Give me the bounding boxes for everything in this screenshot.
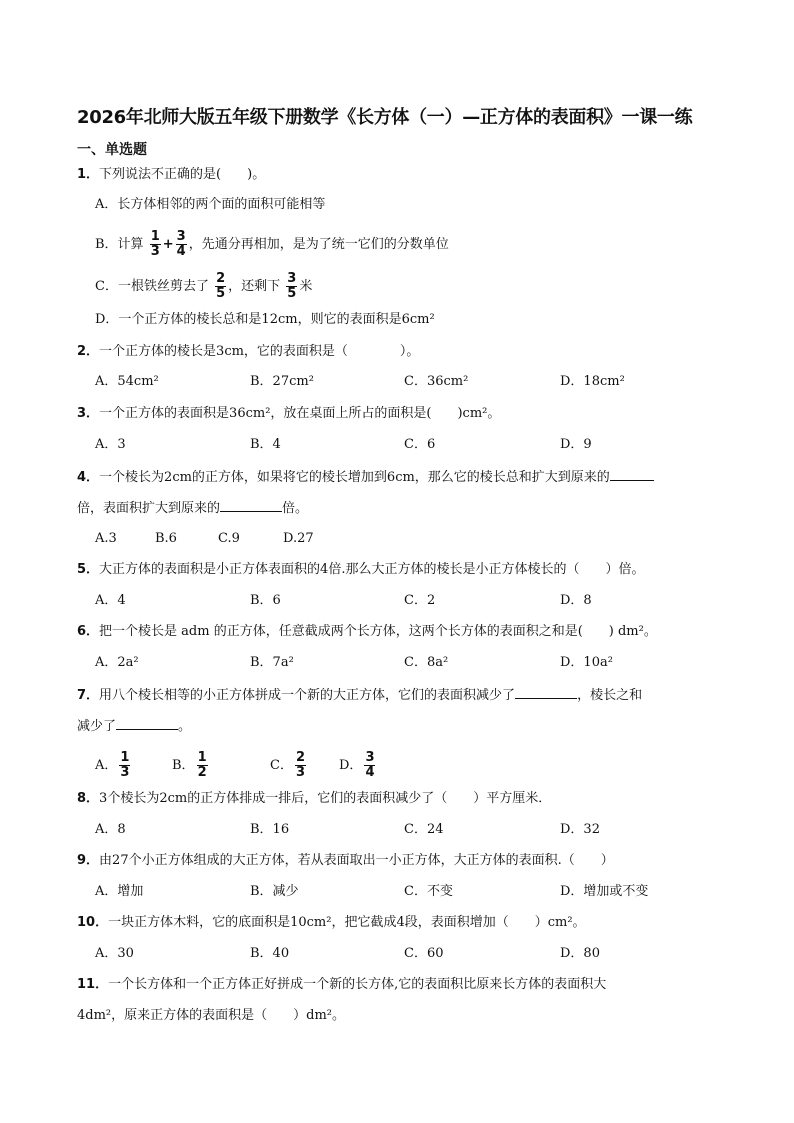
option-a: A．3 — [95, 437, 126, 452]
question-number: 9． — [77, 853, 100, 868]
answer-blank[interactable] — [116, 715, 178, 730]
option-d: D．80 — [560, 946, 600, 961]
question-stem: 用八个棱长相等的小正方体拼成一个新的大正方体，它们的表面积减少了 — [99, 688, 516, 703]
fraction — [286, 272, 297, 301]
question-6 — [77, 622, 657, 642]
option-a: A.3 — [95, 531, 117, 546]
option-c: C．24 — [404, 822, 444, 837]
denominator: 5 — [287, 286, 297, 301]
option-a: A．30 — [95, 946, 134, 961]
option-c: C．36cm² — [404, 374, 469, 389]
option-text: 米 — [299, 279, 313, 294]
section-heading: 一、单选题 — [77, 142, 147, 158]
denominator: 3 — [150, 244, 160, 259]
page-title: 2026年北师大版五年级下册数学《长方体（一）—正方体的表面积》一课一练 — [77, 107, 693, 128]
option-b: B.6 — [155, 531, 177, 546]
question-8 — [77, 789, 551, 809]
numerator: 3 — [365, 750, 375, 765]
option-b: B．40 — [250, 946, 290, 961]
numerator: 1 — [150, 229, 160, 244]
option-b: B．7a² — [250, 655, 294, 670]
fraction — [215, 272, 226, 301]
answer-blank[interactable] — [220, 497, 282, 512]
question-10 — [77, 913, 586, 933]
option-a: A．长方体相邻的两个面的面积可能相等 — [95, 197, 326, 212]
fraction — [295, 751, 306, 780]
option-a: A．2a² — [95, 655, 139, 670]
option-a: A．增加 — [95, 884, 144, 899]
question-stem: 下列说法不正确的是( )。 — [99, 167, 266, 182]
question-number: 3． — [77, 406, 100, 421]
denominator: 3 — [295, 765, 305, 780]
numerator: 2 — [295, 750, 305, 765]
denominator: 4 — [176, 244, 186, 259]
option-text: ，先通分再相加，是为了统一它们的分数单位 — [188, 237, 449, 252]
option-d: D．32 — [560, 822, 600, 837]
numerator: 3 — [176, 229, 186, 244]
option-a: A．4 — [95, 593, 126, 608]
denominator: 5 — [216, 286, 226, 301]
question-number: 4． — [77, 470, 100, 485]
fraction — [364, 751, 375, 780]
question-stem: 一块正方体木料，它的底面积是10cm²，把它截成4段，表面积增加（ ）cm²。 — [108, 915, 586, 930]
question-stem: 倍。 — [282, 501, 309, 516]
question-stem: ，棱长之和 — [577, 688, 643, 703]
option-a — [95, 751, 132, 780]
option-d: D．9 — [560, 437, 592, 452]
option-d: D．18cm² — [560, 374, 625, 389]
question-number: 1． — [77, 167, 100, 182]
question-2 — [77, 342, 419, 362]
plus-sign: + — [162, 237, 174, 252]
option-c: C．6 — [404, 437, 436, 452]
question-3 — [77, 404, 500, 424]
question-number: 2． — [77, 344, 100, 359]
option-b: B．6 — [250, 593, 281, 608]
numerator: 3 — [287, 271, 297, 286]
option-a: A．54cm² — [95, 374, 159, 389]
question-stem: 一个棱长为2cm的正方体，如果将它的棱长增加到6cm，那么它的棱长总和扩大到原来的 — [99, 470, 610, 485]
option-letter: A． — [95, 758, 118, 773]
option-b: B．27cm² — [250, 374, 314, 389]
option-b — [95, 230, 449, 259]
question-stem: 一个长方体和一个正方体正好拼成一个新的长方体,它的表面积比原来长方体的表面积大 — [108, 977, 607, 992]
option-d: D.27 — [283, 531, 314, 546]
denominator: 4 — [365, 765, 375, 780]
question-number: 10． — [77, 915, 109, 930]
option-b: B．减少 — [250, 884, 299, 899]
question-number: 6． — [77, 624, 100, 639]
question-number: 8． — [77, 791, 100, 806]
fraction — [150, 230, 161, 259]
question-stem: 3个棱长为2cm的正方体排成一排后，它们的表面积减少了（ ）平方厘米． — [99, 791, 552, 806]
option-d — [339, 751, 377, 780]
question-number: 5． — [77, 562, 100, 577]
question-stem: 一个正方体的表面积是36cm²，放在桌面上所占的面积是( )cm²。 — [99, 406, 501, 421]
question-stem: 倍，表面积扩大到原来的 — [77, 501, 221, 516]
numerator: 1 — [197, 750, 207, 765]
option-a: A．8 — [95, 822, 126, 837]
option-c — [270, 751, 308, 780]
question-number: 7． — [77, 688, 100, 703]
option-d: D．8 — [560, 593, 592, 608]
option-d: D．10a² — [560, 655, 613, 670]
option-d: D．增加或不变 — [560, 884, 649, 899]
option-text: B．计算 — [95, 237, 144, 252]
option-c — [95, 272, 312, 301]
option-text: C．一根铁丝剪去了 — [95, 279, 209, 294]
question-9 — [77, 851, 614, 871]
question-number: 11． — [77, 977, 109, 992]
question-7-line-2 — [77, 715, 191, 737]
fraction — [176, 230, 187, 259]
fraction — [197, 751, 208, 780]
denominator: 3 — [120, 765, 130, 780]
option-text: ，还剩下 — [228, 279, 281, 294]
question-1 — [77, 165, 265, 185]
answer-blank[interactable] — [610, 466, 654, 481]
option-c: C．8a² — [404, 655, 449, 670]
question-7 — [77, 684, 642, 706]
option-b — [172, 751, 210, 780]
question-stem: 一个正方体的棱长是3cm，它的表面积是（ ）。 — [99, 344, 420, 359]
question-4 — [77, 466, 654, 488]
question-stem: 大正方体的表面积是小正方体表面积的4倍.那么大正方体的棱长是小正方体棱长的（ ）倍。 — [99, 562, 645, 577]
question-11 — [77, 975, 606, 995]
question-stem: 由27个小正方体组成的大正方体，若从表面取出一小正方体，大正方体的表面积.（ ） — [99, 853, 614, 868]
option-letter: B． — [172, 758, 195, 773]
option-c: C．60 — [404, 946, 444, 961]
numerator: 2 — [216, 271, 226, 286]
answer-blank[interactable] — [515, 684, 577, 699]
option-c: C.9 — [218, 531, 240, 546]
denominator: 2 — [197, 765, 207, 780]
option-letter: D． — [339, 758, 363, 773]
question-5 — [77, 560, 644, 580]
option-letter: C． — [270, 758, 293, 773]
option-d: D．一个正方体的棱长总和是12cm，则它的表面积是6cm² — [95, 312, 435, 327]
question-stem: 减少了 — [77, 719, 117, 734]
fraction — [119, 751, 130, 780]
question-11-line-2: 4dm²，原来正方体的表面积是（ ）dm²。 — [77, 1008, 345, 1023]
numerator: 1 — [120, 750, 130, 765]
question-stem: 把一个棱长是 adm 的正方体，任意截成两个长方体，这两个长方体的表面积之和是( ) dm²。 — [99, 624, 657, 639]
question-stem: 。 — [178, 719, 192, 734]
option-c: C．不变 — [404, 884, 453, 899]
option-c: C．2 — [404, 593, 436, 608]
question-4-line-2 — [77, 497, 308, 519]
option-b: B．16 — [250, 822, 290, 837]
option-b: B．4 — [250, 437, 281, 452]
